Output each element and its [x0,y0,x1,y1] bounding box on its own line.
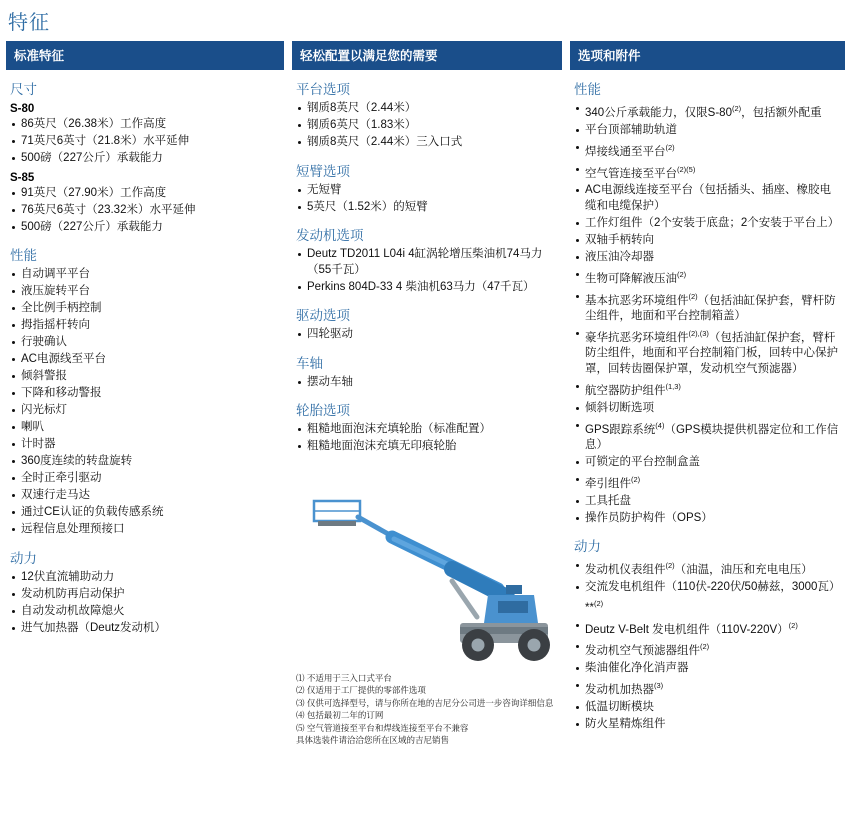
column-header: 轻松配置以满足您的需要 [292,41,562,70]
list-item: 粗糙地面泡沫充填无印痕轮胎 [296,439,556,455]
footnote-item: ⑷ 包括最初二年的订网 [296,710,384,720]
list-item: 钢质8英尺（2.44米）三入口式 [296,135,556,151]
section-heading: 尺寸 [10,82,37,97]
spec-list [10,117,278,167]
list-item: 生物可降解液压油$^{(2)}$ [574,267,839,287]
list-item: 粗糙地面泡沫充填轮胎（标准配置） [296,422,556,438]
list-item: 喇叭 [10,420,278,436]
list-item: 发动机加热器$^{(3)}$ [574,678,839,698]
list-item: 倾斜警报 [10,369,278,385]
list-item: 航空器防护组件$^{(1,3)}$ [574,379,839,399]
section-heading: 轮胎选项 [296,403,350,418]
spec-list [296,375,556,391]
spec-list [10,186,278,236]
boom-lift-illustration [302,477,562,667]
list-item: 下降和移动警报 [10,386,278,402]
column-body [570,78,845,733]
list-item: 双轴手柄转向 [574,233,839,249]
list-item: 工具托盘 [574,494,839,510]
column-body [292,78,562,747]
spec-list [296,327,556,343]
column-header: 标准特征 [6,41,284,70]
list-item: 基本抗恶劣环境组件$^{(2)}$（包括油缸保护套，臂杆防尘组件，地面和平台控制箱盖） [574,289,839,325]
list-item: 豪华抗恶劣环境组件$^{(2),(3)}$（包括油缸保护套，臂杆防尘组件，地面和平台控制箱门板，回转中心保护罩，回转齿圈保护罩，发动机空气预滤器） [574,326,839,377]
list-item: 倾斜切断选项 [574,401,839,417]
list-item: 340公斤承载能力，仅限S-80$^{(2)}$，包括额外配重 [574,101,839,121]
column-body [6,78,284,636]
section-heading: 动力 [10,550,37,566]
list-item: 摆动车轴 [296,375,556,391]
footnotes [296,673,556,747]
list-item: 拇指摇杆转向 [10,318,278,334]
list-item: 5英尺（1.52米）的短臂 [296,200,556,216]
list-item: AC电源线至平台 [10,352,278,368]
footnote-item: ⑴ 不适用于三入口式平台 [296,672,392,683]
list-item: 交流发电机组件（110伏-220伏/50赫兹，3000瓦）**$^{(2)}$ [574,580,839,616]
list-item: 91英尺（27.90米）工作高度 [10,186,278,202]
list-item: Perkins 804D-33 4 柴油机63马力（47千瓦） [296,280,556,296]
list-item: 71英尺6英寸（21.8米）水平延伸 [10,134,278,150]
list-item: 全比例手柄控制 [10,301,278,317]
section-heading: 车轴 [296,355,323,371]
list-item: 双速行走马达 [10,488,278,504]
section-heading: 短臂选项 [296,163,350,179]
section-heading: 驱动选项 [296,308,350,323]
list-item: 发动机防再启动保护 [10,587,278,603]
list-item: Deutz TD2011 L04i 4缸涡轮增压柴油机74马力（55千瓦） [296,247,556,278]
model-label: S-85 [10,171,35,184]
list-item: 发动机空气预滤器组件$^{(2)}$ [574,639,839,659]
spec-list [296,183,556,216]
list-item: 操作员防护构件（OPS） [574,511,839,527]
page-title: 特征 [8,12,50,34]
list-item: 防火星精炼组件 [574,717,839,733]
spec-list [574,558,839,732]
list-item: 四轮驱动 [296,327,556,343]
list-item: 无短臂 [296,183,556,199]
list-item: 钢质6英尺（1.83米） [296,118,556,134]
list-item: 360度连续的转盘旋转 [10,454,278,470]
list-item: 平台顶部辅助轨道 [574,123,839,139]
list-item: 工作灯组件（2个安装于底盘；2个安装于平台上） [574,216,839,232]
spec-list [574,101,839,526]
list-item: 低温切断模块 [574,700,839,716]
list-item: 液压油冷却器 [574,250,839,266]
section-heading: 动力 [574,539,601,555]
spec-list [296,101,556,151]
list-item: 行驶确认 [10,335,278,351]
column-standard-features [6,41,284,748]
column-configuration [284,41,562,748]
list-item: 12伏直流辅助动力 [10,570,278,586]
section-heading: 平台选项 [296,82,350,97]
section-heading: 性能 [10,248,37,263]
spec-list [10,267,278,538]
list-item: 自动调平平台 [10,267,278,283]
spec-list [296,422,556,455]
section-heading: 性能 [574,82,601,97]
list-item: 闪光标灯 [10,403,278,419]
list-item: Deutz V-Belt 发电机组件$(110V-220V)^{(2)}$ [574,618,839,638]
list-item: GPS跟踪系统$^{(4)}$（GPS模块提供机器定位和工作信息） [574,418,839,454]
list-item: 500磅（227公斤）承载能力 [10,151,278,167]
list-item: 计时器 [10,437,278,453]
list-item: 空气管连接至平台$^{(2)(5)}$ [574,162,839,182]
list-item: 通过CE认证的负载传感系统 [10,505,278,521]
list-item: 自动发动机故障熄火 [10,604,278,620]
footnote-item: ⑸ 空气管道接至平台和焊线连接至平台不兼容 [296,722,469,733]
list-item: 牵引组件$^{(2)}$ [574,472,839,492]
columns-container [0,41,855,748]
list-item: AC电源线连接至平台（包括插头、插座、橡胶电缆和电缆保护） [574,183,839,214]
list-item: 钢质8英尺（2.44米） [296,101,556,117]
list-item: 柴油催化净化消声器 [574,661,839,677]
list-item: 液压旋转平台 [10,284,278,300]
list-item: 76英尺6英寸（23.32米）水平延伸 [10,203,278,219]
model-label: S-80 [10,103,35,115]
column-options-accessories [562,41,845,748]
section-heading: 发动机选项 [296,228,364,243]
list-item: 可锁定的平台控制盒盖 [574,455,839,471]
footnote-item: ⑶ 仅供可选择型号，请与你所在地的吉尼分公司进一步咨询详细信息 [296,697,554,708]
list-item: 86英尺（26.38米）工作高度 [10,117,278,133]
spec-list [10,570,278,637]
list-item: 发动机仪表组件$^{(2)}$（油温，油压和充电电压） [574,558,839,578]
footnote-item: ⑵ 仅适用于工厂提供的零部件选项 [296,685,426,695]
footnote-item: 具体选装件请洽洽您所在区域的吉尼销售 [296,735,450,745]
list-item: 进气加热器（Deutz发动机） [10,621,278,637]
spec-list [296,247,556,295]
list-item: 500磅（227公斤）承载能力 [10,220,278,236]
list-item: 焊接线通至平台$^{(2)}$ [574,140,839,160]
column-header: 选项和附件 [570,41,845,70]
list-item: 全时正牵引驱动 [10,471,278,487]
list-item: 远程信息处理预接口 [10,522,278,538]
